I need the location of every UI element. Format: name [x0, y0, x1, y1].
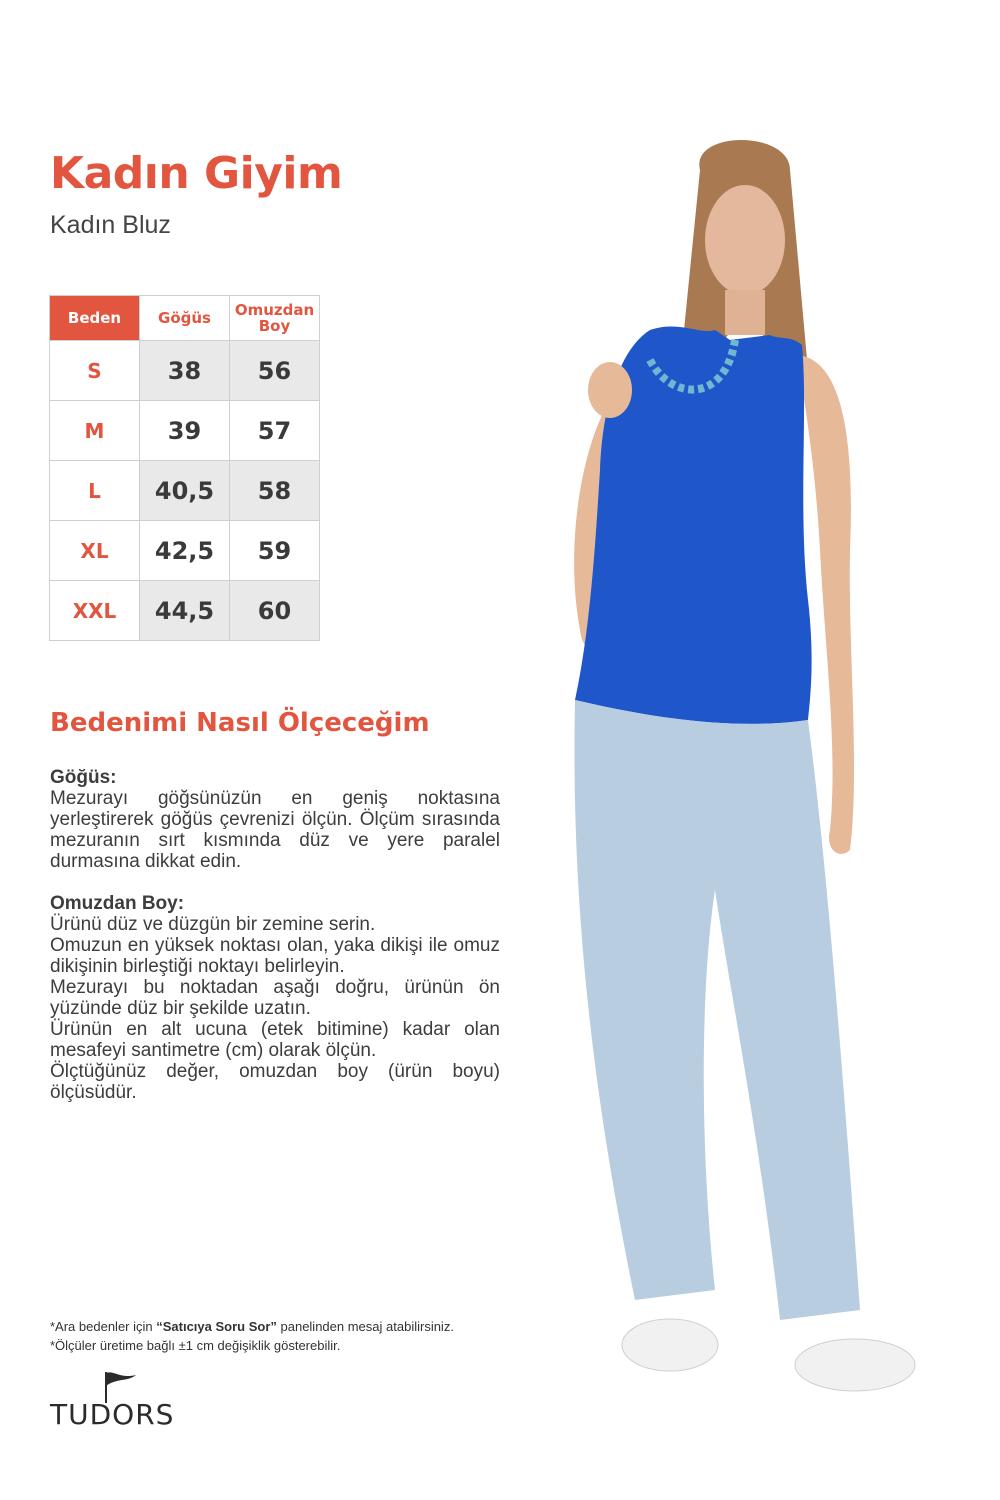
- header-chest: Göğüs: [140, 296, 230, 341]
- table-row: [50, 581, 320, 641]
- length-heading: Omuzdan Boy:: [50, 893, 185, 914]
- guide-title: Bedenimi Nasıl Ölçeceğim: [50, 708, 430, 738]
- brand-name: TUDORS: [50, 1398, 175, 1431]
- chest-cell: 40,5: [140, 461, 230, 521]
- chest-heading: Göğüs:: [50, 767, 117, 788]
- chest-guide: [50, 767, 500, 872]
- chest-text: Mezurayı göğsünüzün en geniş noktasına yerleştirerek göğüs çevrenizi ölçün. Ölçüm sırasında mezuranın sırt kısmında düz ve yere paralel durmasına dikkat edin.: [50, 788, 500, 872]
- chest-cell: 38: [140, 341, 230, 401]
- size-cell: S: [50, 341, 140, 401]
- table-row: [50, 401, 320, 461]
- model-right-shoe: [795, 1339, 915, 1391]
- length-guide: [50, 893, 500, 1103]
- length-cell: 58: [230, 461, 320, 521]
- page-subtitle: Kadın Bluz: [50, 211, 171, 239]
- footnote-2: *Ölçüler üretime bağlı ±1 cm değişiklik gösterebilir.: [50, 1338, 341, 1353]
- footnote-1: [50, 1317, 454, 1336]
- size-cell: L: [50, 461, 140, 521]
- size-cell: XXL: [50, 581, 140, 641]
- length-cell: 57: [230, 401, 320, 461]
- header-length-line1: Omuzdan: [234, 301, 315, 319]
- length-cell: 56: [230, 341, 320, 401]
- model-jeans: [574, 700, 860, 1320]
- model-neck: [725, 290, 765, 335]
- page-title: Kadın Giyim: [50, 148, 343, 199]
- footnotes: [50, 1317, 454, 1355]
- table-row: [50, 461, 320, 521]
- footnote-1-prefix: *Ara bedenler için: [50, 1319, 157, 1334]
- header-size: Beden: [50, 296, 140, 341]
- length-cell: 60: [230, 581, 320, 641]
- model-photo: [540, 130, 950, 1430]
- size-table: [49, 295, 320, 641]
- length-cell: 59: [230, 521, 320, 581]
- length-step: Ürünü düz ve düzgün bir zemine serin.: [50, 914, 376, 935]
- table-row: [50, 521, 320, 581]
- size-cell: XL: [50, 521, 140, 581]
- footnote-1-bold: “Satıcıya Soru Sor”: [156, 1319, 277, 1334]
- chest-cell: 39: [140, 401, 230, 461]
- header-length: [230, 296, 320, 341]
- length-step: Omuzun en yüksek noktası olan, yaka dikişi ile omuz dikişinin birleştiği noktayı belirleyin.: [50, 935, 500, 977]
- length-step: Ürünün en alt ucuna (etek bitimine) kadar olan mesafeyi santimetre (cm) olarak ölçün.: [50, 1019, 500, 1061]
- length-step: Ölçtüğünüz değer, omuzdan boy (ürün boyu) ölçüsüdür.: [50, 1061, 500, 1103]
- size-cell: M: [50, 401, 140, 461]
- header-length-line2: Boy: [258, 317, 291, 335]
- length-step: Mezurayı bu noktadan aşağı doğru, ürünün ön yüzünde düz bir şekilde uzatın.: [50, 977, 500, 1019]
- model-hand: [588, 362, 632, 418]
- table-header-row: [50, 296, 320, 341]
- footnote-1-suffix: panelinden mesaj atabilirsiniz.: [276, 1319, 454, 1334]
- chest-cell: 44,5: [140, 581, 230, 641]
- table-row: [50, 341, 320, 401]
- chest-cell: 42,5: [140, 521, 230, 581]
- model-face: [705, 185, 785, 295]
- model-left-shoe: [622, 1319, 718, 1371]
